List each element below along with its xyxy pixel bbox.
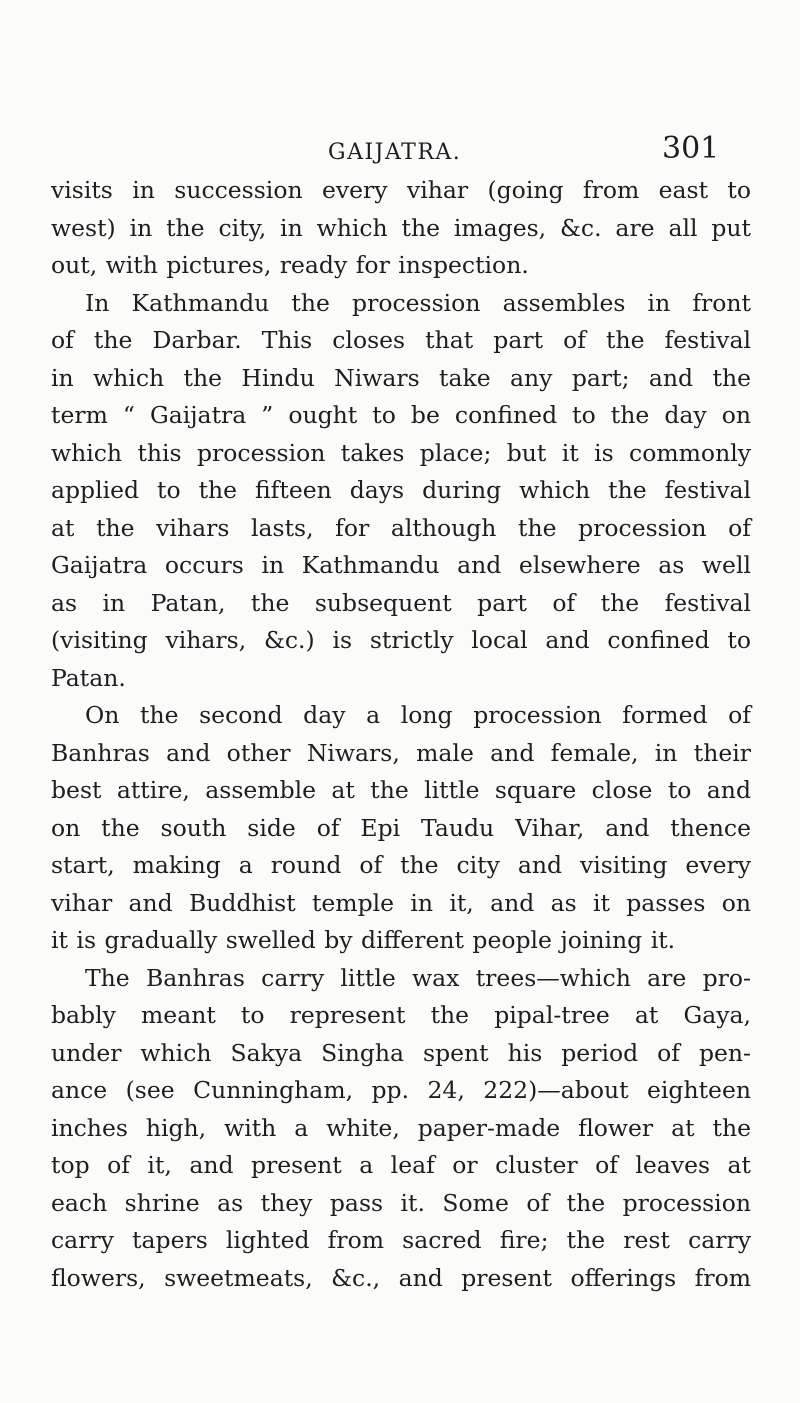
text-line: at the vihars lasts, for although the procession of	[51, 513, 751, 542]
text-line: carry tapers lighted from sacred fire; the rest carry	[51, 1226, 751, 1254]
text-line: The Banhras carry little wax trees—which are pro-	[85, 963, 751, 992]
text-line: Banhras and other Niwars, male and female, in their	[51, 738, 751, 767]
text-line: bably meant to represent the pipal-tree at Gaya,	[51, 1001, 751, 1029]
text-line: it is gradually swelled by different people joining it.	[51, 926, 676, 954]
text-line: which this procession takes place; but it is commonly	[51, 438, 751, 467]
text-line: each shrine as they pass it. Some of the procession	[51, 1188, 751, 1217]
running-head: GAIJATRA.	[328, 140, 462, 165]
body-text	[51, 172, 751, 1297]
text-line: flowers, sweetmeats, &c., and present offerings from	[51, 1263, 751, 1292]
text-line: under which Sakya Singha spent his period of pen-	[51, 1038, 751, 1067]
text-line: of the Darbar. This closes that part of the festival	[51, 326, 751, 354]
text-line: visits in succession every vihar (going from east to	[51, 176, 751, 204]
text-line: In Kathmandu the procession assembles in front	[85, 288, 751, 317]
text-line: (visiting vihars, &c.) is strictly local and confined to	[51, 626, 751, 654]
text-line: top of it, and present a leaf or cluster of leaves at	[51, 1151, 751, 1179]
text-line: best attire, assemble at the little square close to and	[51, 776, 751, 804]
text-line: out, with pictures, ready for inspection.	[51, 251, 529, 279]
text-line: west) in the city, in which the images, &c. are all put	[51, 213, 751, 242]
text-line: on the south side of Epi Taudu Vihar, and thence	[51, 813, 751, 842]
text-line: as in Patan, the subsequent part of the festival	[51, 588, 751, 617]
text-line: inches high, with a white, paper-made flower at the	[51, 1113, 751, 1142]
text-line: ance (see Cunningham, pp. 24, 222)—about eighteen	[51, 1076, 751, 1104]
text-line: vihar and Buddhist temple in it, and as it passes on	[51, 888, 751, 917]
text-line: in which the Hindu Niwars take any part; and the	[51, 363, 751, 392]
text-line: term “ Gaijatra ” ought to be confined to the day on	[51, 401, 751, 429]
text-line: start, making a round of the city and visiting every	[51, 851, 751, 879]
text-line: Gaijatra occurs in Kathmandu and elsewhere as well	[51, 551, 751, 579]
text-line: On the second day a long procession formed of	[85, 701, 751, 729]
text-line: Patan.	[51, 663, 126, 692]
text-line: applied to the fifteen days during which the festival	[51, 476, 751, 504]
page-header	[0, 132, 800, 172]
page-number: 301	[662, 131, 720, 166]
